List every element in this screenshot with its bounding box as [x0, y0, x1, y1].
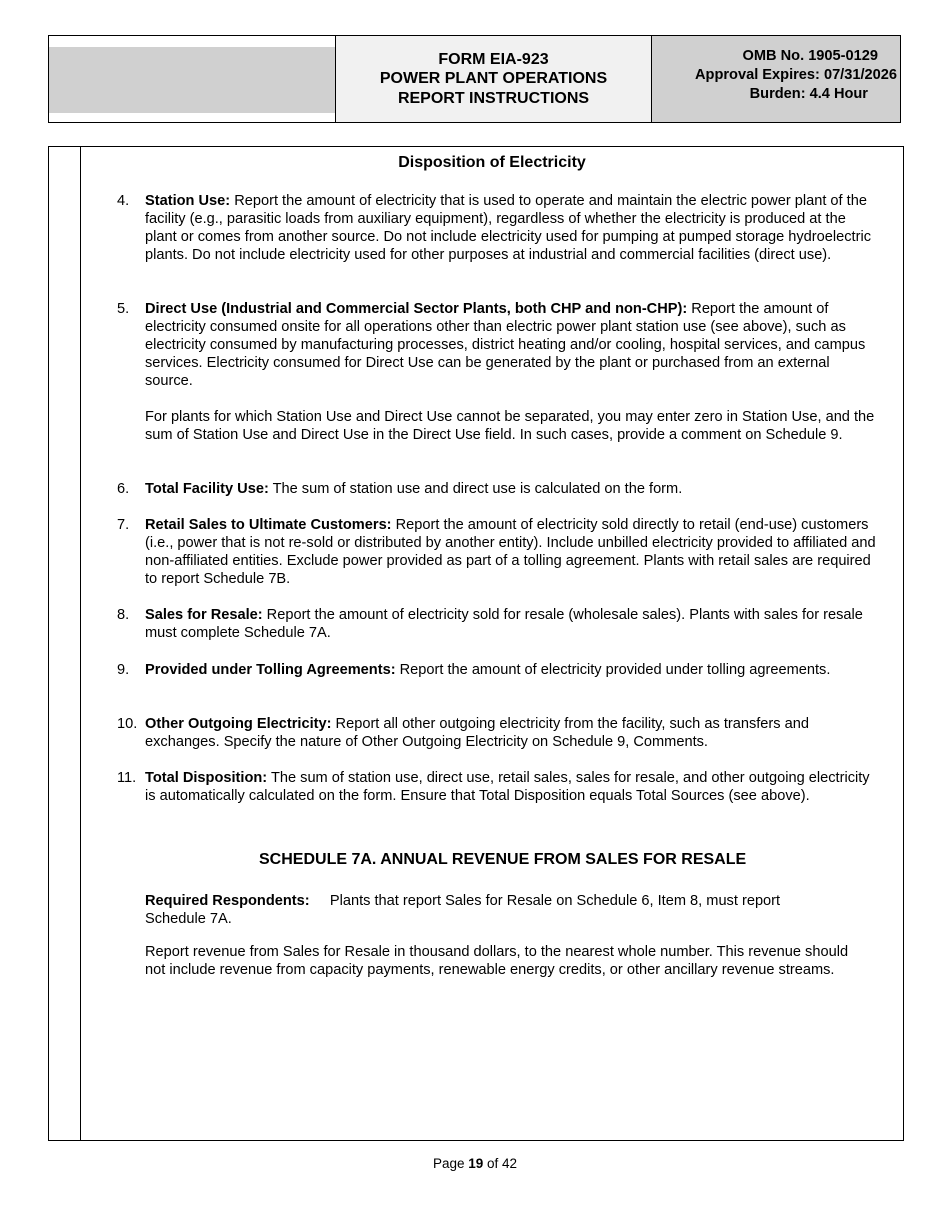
instruction-item: [117, 661, 877, 679]
item-text: Report the amount of electricity consumed onsite for all operations other than electric power plant station use (see above), such as electricity consumed by manufacturing processes, district heating and/or cooling, hospital services, and campus services. Electricity consumed for Direct Use can be generated by the plant or purchased from an external source.: [145, 301, 866, 389]
item-label: Direct Use (Industrial and Commercial Sector Plants, both CHP and non-CHP):: [145, 301, 688, 317]
item-text: Report the amount of electricity provided under tolling agreements.: [395, 662, 831, 678]
page-footer: [0, 1155, 950, 1173]
required-text: Plants that report Sales for Resale on Schedule 6, Item 8, must report Schedule 7A.: [145, 893, 785, 927]
form-title-line2: REPORT INSTRUCTIONS: [397, 89, 590, 107]
item-text: The sum of station use and direct use is calculated on the form.: [268, 481, 683, 497]
form-number: FORM EIA-923: [438, 50, 549, 68]
item-label: Total Disposition:: [145, 770, 268, 786]
page-suffix: of 42: [483, 1156, 518, 1171]
header-left-cell: [49, 36, 336, 122]
burden-hours: Burden: 4.4 Hour: [749, 86, 868, 102]
item-label: Total Facility Use:: [145, 481, 269, 497]
instruction-item: [117, 715, 877, 751]
item-number: 8.: [117, 607, 130, 623]
required-label: Required Respondents:: [145, 893, 310, 909]
item-number: 4.: [117, 193, 130, 209]
required-respondents: [145, 892, 825, 928]
item-label: Other Outgoing Electricity:: [145, 716, 332, 732]
header-omb-cell: [652, 36, 900, 122]
header-title-cell: [336, 36, 652, 122]
item-text: Report the amount of electricity sold for resale (wholesale sales). Plants with sales for resale must complete Schedule 7A.: [145, 607, 863, 641]
item-note: For plants for which Station Use and Direct Use cannot be separated, you may enter zero in Station Use, and the sum of Station Use and Direct Use in the Direct Use field. In such cases, provide a comment on Schedule 9.: [145, 409, 875, 443]
instruction-item: [117, 192, 877, 264]
item-number: 11.: [117, 770, 137, 786]
item-number: 5.: [117, 301, 130, 317]
item-label: Sales for Resale:: [145, 607, 263, 623]
revenue-paragraph: Report revenue from Sales for Resale in thousand dollars, to the nearest whole number. This revenue should not include revenue from capacity payments, renewable energy credits, or other ancillary revenue streams.: [145, 944, 849, 978]
schedule-title: SCHEDULE 7A. ANNUAL REVENUE FROM SALES FOR RESALE: [259, 851, 747, 868]
instruction-item: [117, 480, 877, 498]
item-number: 7.: [117, 517, 130, 533]
page-prefix: Page: [432, 1156, 469, 1171]
instruction-item: [117, 606, 877, 642]
section-title: Disposition of Electricity: [398, 154, 586, 171]
item-label: Retail Sales to Ultimate Customers:: [145, 517, 392, 533]
item-text: The sum of station use, direct use, retail sales, sales for resale, and other outgoing electricity is automatically calculated on the form. Ensure that Total Disposition equals Total Sources (see above).: [145, 770, 870, 804]
form-title-line1: POWER PLANT OPERATIONS: [379, 70, 608, 88]
margin-rule: [80, 147, 81, 1140]
omb-number: OMB No. 1905-0129: [742, 48, 878, 64]
content-frame: [48, 146, 904, 1141]
item-text: Report the amount of electricity sold directly to retail (end-use) customers (i.e., power that is not re-sold or distributed by another entity). Include unbilled electricity provided to affiliated and non-affiliated entities. Exclude power provided as part of a tolling agreement. Plants with retail sales are required to report Schedule 7B.: [145, 517, 876, 587]
item-number: 10.: [117, 716, 138, 732]
instruction-item: [117, 769, 877, 805]
form-header: [48, 35, 901, 123]
instruction-item: [117, 300, 877, 390]
header-gray-band: [49, 47, 335, 113]
item-label: Provided under Tolling Agreements:: [145, 662, 396, 678]
page-number: 19: [468, 1156, 484, 1171]
item-number: 9.: [117, 662, 130, 678]
item-text: Report the amount of electricity that is used to operate and maintain the electric power plant of the facility (e.g., parasitic loads from auxiliary equipment), regardless of whether the electricity is produced at the plant or comes from another source. Do not include electricity used for pumping at pumped storage hydroelectric plants. Do not include electricity used for other purposes at industrial and commercial facilities (direct use).: [145, 193, 872, 263]
approval-expires: Approval Expires: 07/31/2026: [695, 67, 897, 83]
item-number: 6.: [117, 481, 130, 497]
item-text: Report all other outgoing electricity from the facility, such as transfers and exchanges. Specify the nature of Other Outgoing Electricity on Schedule 9, Comments.: [145, 716, 809, 750]
instruction-item: [117, 516, 877, 588]
item-label: Station Use:: [145, 193, 231, 209]
